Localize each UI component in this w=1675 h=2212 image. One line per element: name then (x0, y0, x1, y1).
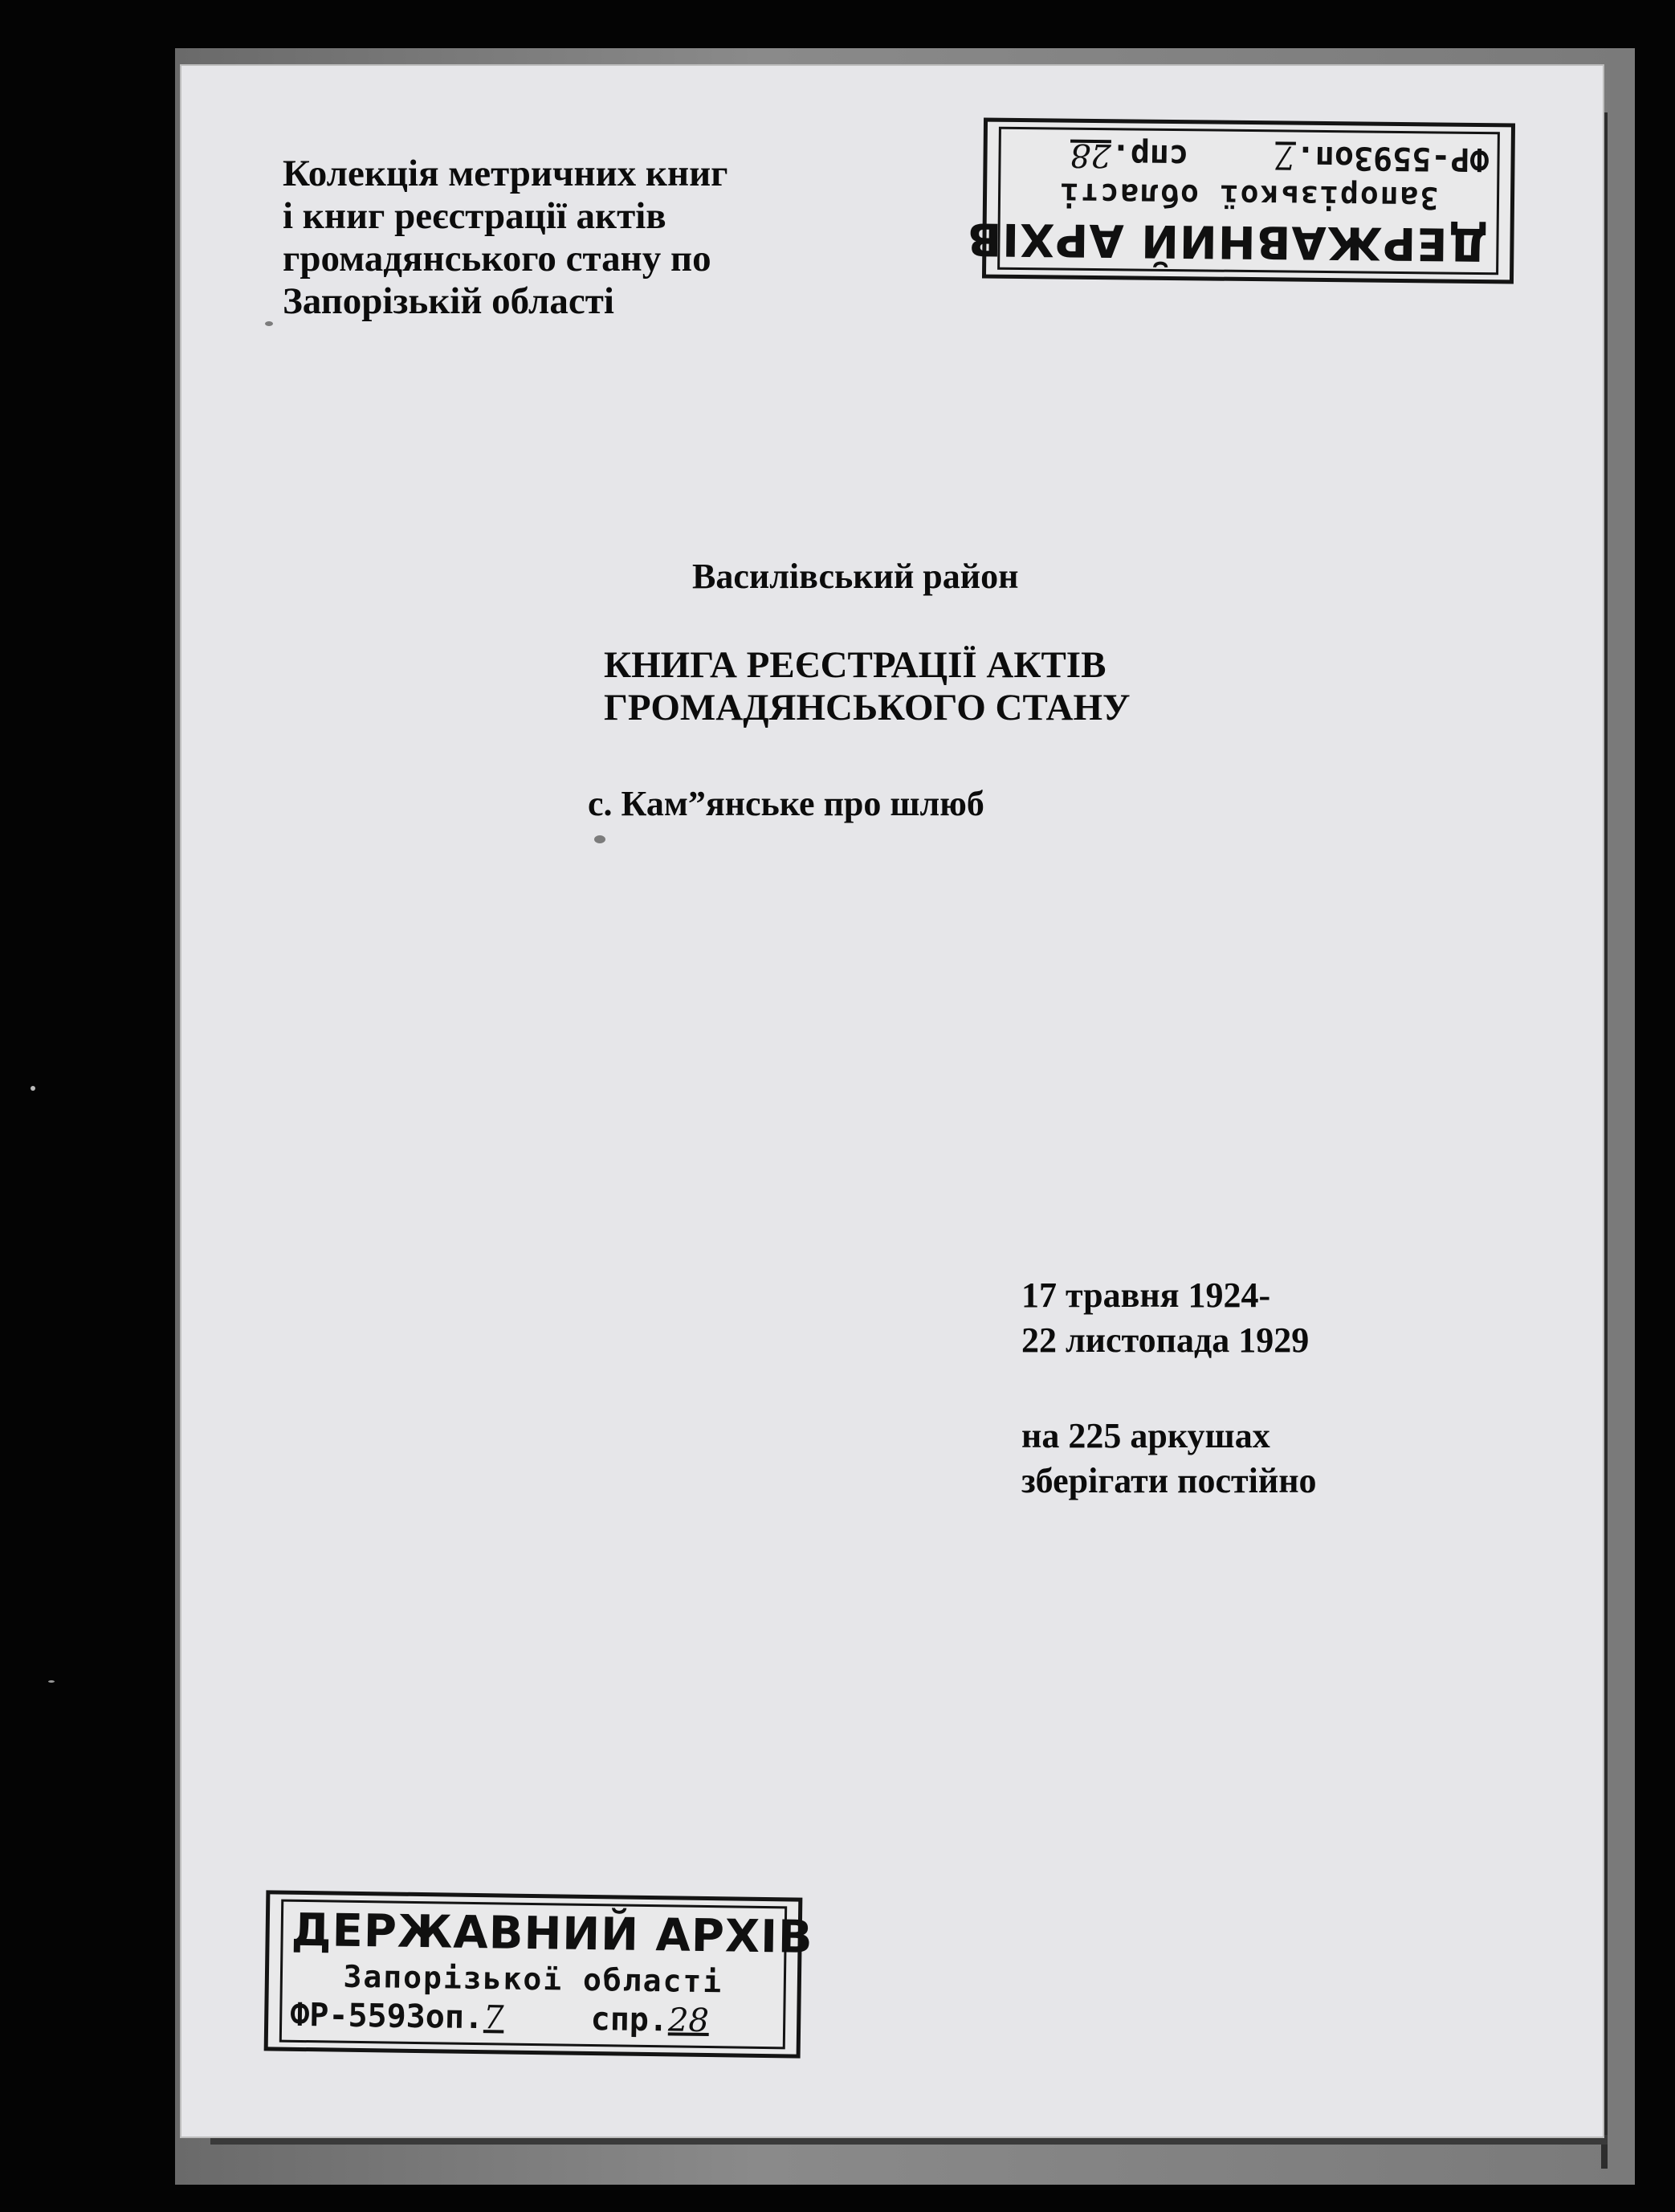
sheets-info (1021, 1414, 1317, 1504)
date-start: 17 травня 1924- (1021, 1275, 1271, 1315)
stamp-inventory: 7 (1275, 138, 1296, 176)
stamp-fund: ФР-5593 (289, 1996, 426, 2036)
date-end: 22 листопада 1929 (1021, 1320, 1310, 1360)
stamp-reference (1009, 134, 1489, 179)
stamp-region: Запорізької області (343, 1958, 723, 2000)
archive-stamp-bottom (264, 1890, 814, 2058)
stamp-file-label: спр. (590, 2001, 669, 2039)
stamp-title: ДЕРЖАВНИЙ АРХІВ (291, 1904, 814, 1964)
collection-line: Запорізькій області (283, 280, 614, 322)
date-range (1021, 1273, 1309, 1363)
scan-speck (48, 1680, 55, 1683)
stamp-file-label: спр. (1111, 137, 1189, 175)
title-page (181, 66, 1603, 2136)
book-title-line: КНИГА РЕЄСТРАЦІЇ АКТІВ (604, 644, 1106, 686)
stamp-inventory-label: оп. (1295, 138, 1355, 177)
stamp-file: 28 (1070, 136, 1112, 174)
stamp-region: Запорізької області (1058, 176, 1439, 216)
retention-note: зберігати постійно (1021, 1461, 1317, 1500)
collection-line: громадянського стану по (283, 238, 711, 280)
book-title (604, 644, 1131, 729)
stamp-file: 28 (667, 2002, 710, 2040)
stamp-inventory-label: оп. (425, 1998, 484, 2037)
sheet-count: на 225 аркушах (1021, 1416, 1270, 1455)
stamp-title: ДЕРЖАВНИЙ АРХІВ (966, 212, 1489, 271)
collection-line: Колекція метричних книг (283, 153, 728, 194)
district: Василівський район (692, 557, 1019, 596)
stamp-fund: ФР-5593 (1353, 139, 1490, 178)
stamp-inventory: 7 (483, 1999, 504, 2037)
scan-speck (594, 835, 605, 843)
village-subject: с. Кам”янське про шлюб (588, 784, 984, 823)
collection-header (283, 153, 861, 323)
book-title-line: ГРОМАДЯНСЬКОГО СТАНУ (604, 687, 1131, 728)
collection-line: і книг реєстрації актів (283, 195, 666, 237)
archive-stamp-top (966, 118, 1515, 284)
scan-speck (265, 321, 273, 326)
stamp-reference (290, 1995, 776, 2042)
scan-speck (31, 1086, 35, 1091)
